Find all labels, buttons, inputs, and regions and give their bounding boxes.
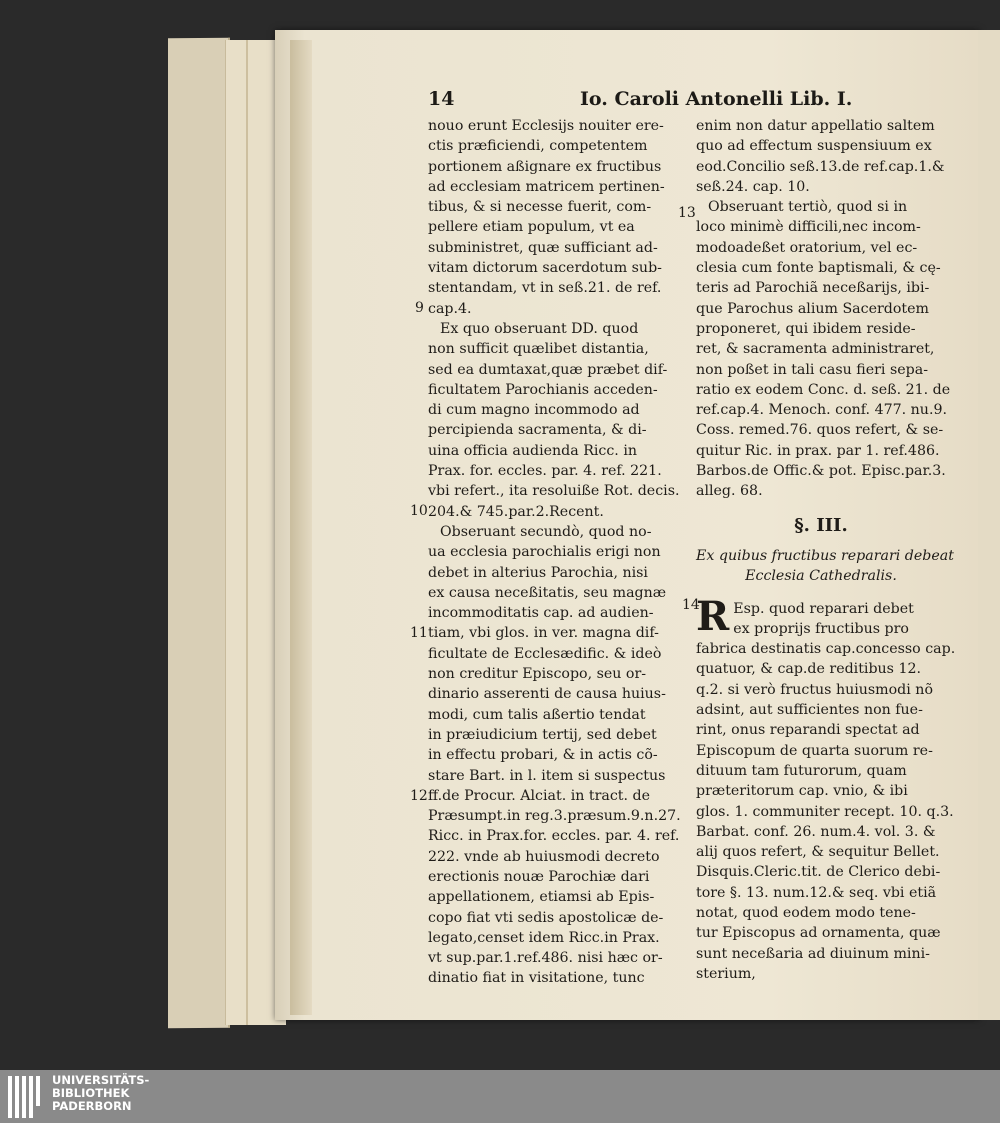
text-line: q.2. si verò fructus huiusmodi nõ [696, 681, 933, 698]
text-line: ref.cap.4. Menoch. conf. 477. nu.9. [696, 402, 947, 419]
text-line: stare Bart. in l. item si suspectus [428, 767, 666, 784]
text-line: Ex quo obseruant DD. quod [440, 320, 639, 337]
text-line: ficultatem Parochianis acceden- [428, 381, 658, 398]
margin-number: 12 [410, 788, 428, 804]
library-footer [0, 1070, 1000, 1123]
text-line: tur Episcopus ad ornamenta, quæ [696, 925, 941, 942]
text-line: alleg. 68. [696, 483, 763, 500]
text-line: teris ad Parochiã neceßarijs, ibi- [696, 280, 930, 297]
text-line: dinatio fiat in visitatione, tunc [428, 970, 645, 987]
margin-number: 9 [415, 300, 424, 316]
text-line: erectionis nouæ Parochiæ dari [428, 868, 650, 885]
book-edge [168, 38, 230, 1029]
text-line: rint, onus reparandi spectat ad [696, 722, 920, 739]
text-line: ret, & sacramenta administraret, [696, 341, 935, 358]
text-line: modi, cum talis aßertio tendat [428, 706, 646, 723]
text-line: 204.& 745.par.2.Recent. [428, 503, 604, 520]
text-line: nouo erunt Ecclesijs nouiter ere- [428, 118, 664, 134]
text-line: enim non datur appellatio saltem [696, 118, 935, 134]
text-line: eod.Concilio seß.13.de ref.cap.1.& [696, 158, 945, 175]
text-line: ctis præficiendi, competentem [428, 138, 648, 155]
text-line: Obseruant secundò, quod no- [440, 523, 652, 540]
facing-page-edge [978, 30, 1000, 1020]
text-line: copo fiat vti sedis apostolicæ de- [428, 909, 664, 926]
text-line: Prax. for. eccles. par. 4. ref. 221. [428, 463, 662, 480]
page-number: 14 [428, 88, 455, 110]
text-line: Disquis.Cleric.tit. de Clerico debi- [696, 864, 941, 881]
text-line: subministret, quæ sufficiant ad- [428, 239, 658, 256]
text-line: appellationem, etiamsi ab Epis- [428, 889, 655, 906]
text-line: quatuor, & cap.de reditibus 12. [696, 661, 922, 678]
right-column [696, 116, 956, 984]
text-line: quitur Ric. in prax. par 1. ref.486. [696, 442, 940, 459]
text-line: tibus, & si necesse fuerit, com- [428, 199, 652, 216]
library-name: UNIVERSITÄTS- BIBLIOTHEK PADERBORN [52, 1073, 150, 1113]
text-line: Coss. remed.76. quos refert, & se- [696, 422, 944, 439]
page-gutter [290, 40, 312, 1015]
text-line: di cum magno incommodo ad [428, 402, 640, 419]
left-column [428, 116, 681, 989]
text-line: debet in alterius Parochia, nisi [428, 564, 648, 581]
text-line: uina officia audienda Ricc. in [428, 442, 637, 459]
text-line: ad ecclesiam matricem pertinen- [428, 178, 665, 195]
running-title: Io. Caroli Antonelli Lib. I. [580, 88, 853, 110]
text-line: glos. 1. communiter recept. 10. q.3. [696, 803, 954, 820]
text-line: Episcopum de quarta suorum re- [696, 742, 933, 759]
drop-cap: R [696, 592, 730, 640]
margin-number: 13 [678, 205, 696, 221]
text-line: legato,censet idem Ricc.in Prax. [428, 929, 660, 946]
text-line: 222. vnde ab huiusmodi decreto [428, 848, 660, 865]
text-line: quo ad effectum suspensiuum ex [696, 138, 932, 155]
text-line: ficultate de Ecclesædific. & ideò [428, 645, 662, 662]
text-line: non sufficit quælibet distantia, [428, 341, 649, 358]
text-line: Esp. quod reparari debet [733, 600, 914, 617]
text-line: notat, quod eodem modo tene- [696, 904, 916, 921]
section-subtitle: Ecclesia Cathedralis. [745, 568, 897, 585]
text-line: tiam, vbi glos. in ver. magna dif- [428, 625, 659, 642]
text-line: ex proprijs fructibus pro [733, 620, 909, 637]
text-line: loco minimè difficili,nec incom- [696, 219, 921, 236]
text-line: Præsumpt.in reg.3.præsum.9.n.27. [428, 808, 681, 825]
text-line: sterium, [696, 965, 756, 982]
text-line: alij quos refert, & sequitur Bellet. [696, 844, 940, 861]
text-line: clesia cum fonte baptismali, & cę- [696, 260, 941, 277]
text-line: tore §. 13. num.12.& seq. vbi etiã [696, 884, 937, 901]
text-line: proponeret, qui ibidem reside- [696, 320, 916, 337]
text-line: Barbos.de Offic.& pot. Episc.par.3. [696, 463, 946, 480]
text-line: vbi refert., ita resoluiße Rot. decis. [428, 483, 680, 500]
text-line: que Parochus alium Sacerdotem [696, 300, 929, 317]
text-line: sed ea dumtaxat,quæ præbet dif- [428, 361, 668, 378]
text-line: pellere etiam populum, vt ea [428, 219, 635, 236]
text-line: Barbat. conf. 26. num.4. vol. 3. & [696, 823, 936, 840]
text-line: sunt neceßaria ad diuinum mini- [696, 945, 930, 962]
text-line: stentandam, vt in seß.21. de ref. [428, 280, 662, 297]
text-line: incommoditatis cap. ad audien- [428, 605, 654, 622]
text-line: non poßet in tali casu fieri sepa- [696, 361, 928, 378]
text-line: vitam dictorum sacerdotum sub- [428, 260, 662, 277]
text-line: seß.24. cap. 10. [696, 178, 810, 195]
text-line: ua ecclesia parochialis erigi non [428, 544, 661, 561]
text-line: Ricc. in Prax.for. eccles. par. 4. ref. [428, 828, 680, 845]
text-line: cap.4. [428, 300, 472, 317]
text-line: ex causa neceßitatis, seu magnæ [428, 584, 667, 601]
text-line: in præiudicium tertij, sed debet [428, 726, 657, 743]
text-line: ratio ex eodem Conc. d. seß. 21. de [696, 381, 951, 398]
text-line: dituum tam futurorum, quam [696, 762, 907, 779]
text-line: adsint, aut sufficientes non fue- [696, 702, 923, 719]
section-subtitle: Ex quibus fructibus reparari debeat [696, 547, 954, 564]
library-logo-icon [8, 1076, 44, 1118]
margin-number: 10 [410, 503, 428, 519]
text-line: non creditur Episcopo, seu or- [428, 666, 647, 683]
text-line: percipienda sacramenta, & di- [428, 422, 647, 439]
section-heading: §. III. [794, 514, 848, 536]
text-line: portionem aßignare ex fructibus [428, 158, 662, 175]
text-line: vt sup.par.1.ref.486. nisi hæc or- [428, 950, 663, 967]
text-line: modoadeßet oratorium, vel ec- [696, 239, 918, 256]
margin-number: 14 [682, 597, 700, 613]
text-line: præteritorum cap. vnio, & ibi [696, 783, 908, 800]
text-line: fabrica destinatis cap.concesso cap. [696, 641, 956, 658]
margin-number: 11 [410, 625, 428, 641]
text-line: ff.de Procur. Alciat. in tract. de [428, 787, 650, 804]
text-line: Obseruant tertiò, quod si in [708, 199, 908, 216]
text-line: dinario asserenti de causa huius- [428, 686, 666, 703]
text-line: in effectu probari, & in actis cõ- [428, 747, 658, 764]
